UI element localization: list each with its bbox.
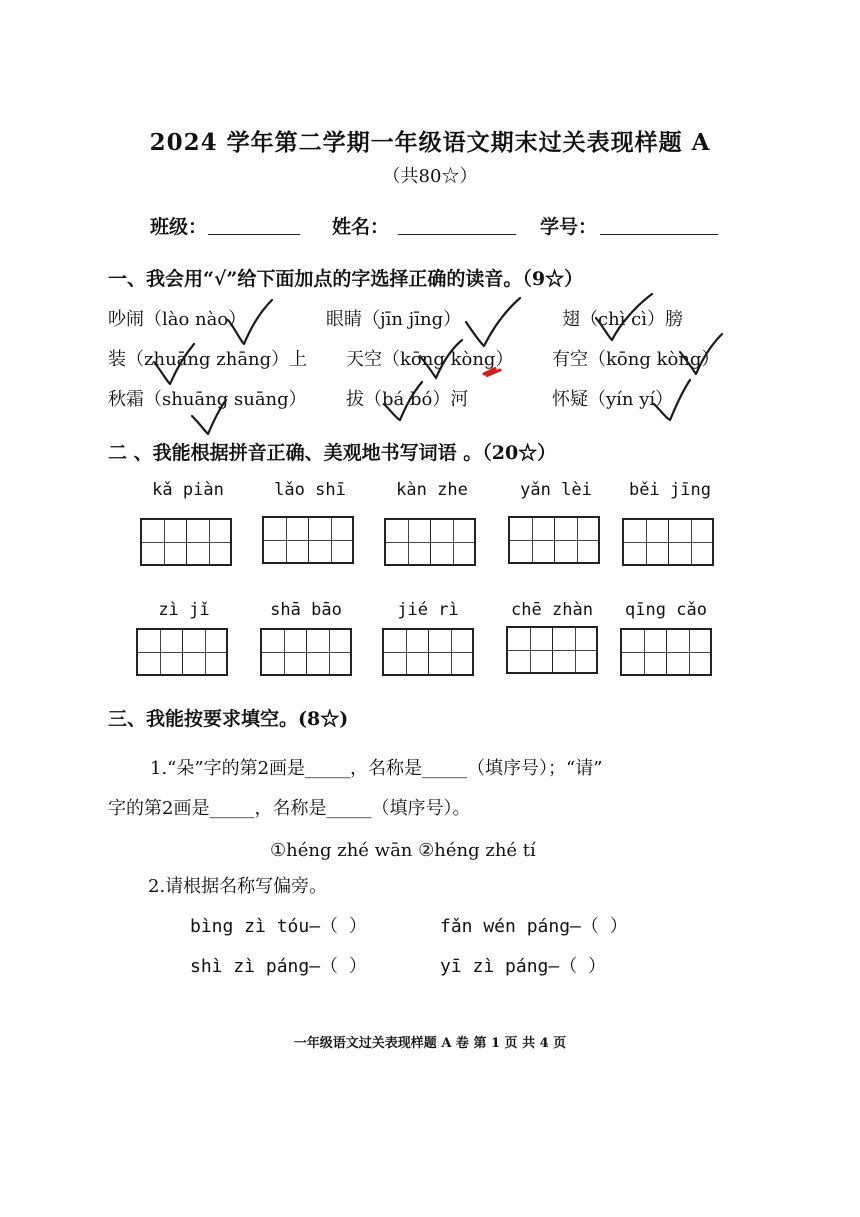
grid-cell[interactable] xyxy=(428,630,472,674)
radical-item[interactable]: yī zì páng—（ ） xyxy=(440,956,607,977)
grid-cell[interactable] xyxy=(264,518,308,562)
radical-item[interactable]: shì zì páng—（ ） xyxy=(190,956,367,977)
pinyin-label: shā bāo xyxy=(270,600,342,620)
q1-item[interactable]: 拔（bá bó）河 xyxy=(346,389,469,410)
pinyin-label: qīng cǎo xyxy=(625,600,707,620)
grid-cell[interactable] xyxy=(182,630,226,674)
page-title: 2024 学年第二学期一年级语文期末过关表现样题 A xyxy=(149,129,711,156)
stroke-options: ①héng zhé wān ②héng zhé tí xyxy=(270,840,536,861)
q3-1-line2[interactable]: 字的第2画是_____，名称是_____（填序号）。 xyxy=(108,798,471,819)
pinyin-label: yǎn lèi xyxy=(520,480,592,500)
name-label: 姓名： xyxy=(332,216,390,238)
grid-cell[interactable] xyxy=(384,630,428,674)
q3-1-line1[interactable]: 1.“朵”字的第2画是_____，名称是_____（填序号）；“请” xyxy=(150,758,603,779)
pinyin-label: kǎ piàn xyxy=(152,480,224,500)
radical-item[interactable]: fǎn wén páng—（ ） xyxy=(440,916,628,937)
student-id-field[interactable] xyxy=(600,234,718,235)
writing-grid[interactable] xyxy=(508,516,600,564)
radical-item[interactable]: bìng zì tóu—（ ） xyxy=(190,916,367,937)
pinyin-label: zì jǐ xyxy=(158,600,210,620)
grid-cell[interactable] xyxy=(668,520,712,564)
grid-cell[interactable] xyxy=(430,520,474,564)
writing-grid[interactable] xyxy=(382,628,474,676)
pinyin-label: běi jīng xyxy=(629,480,711,500)
section1-heading: 一、我会用“√”给下面加点的字选择正确的读音。（9☆） xyxy=(108,268,584,290)
q1-item[interactable]: 眼睛（jīn jīng） xyxy=(326,309,462,330)
q1-item[interactable]: 翅（chì cì）膀 xyxy=(562,309,683,330)
writing-grid[interactable] xyxy=(140,518,232,566)
grid-cell[interactable] xyxy=(624,520,668,564)
name-field[interactable] xyxy=(398,234,516,235)
grid-cell[interactable] xyxy=(622,630,666,674)
grid-cell[interactable] xyxy=(142,520,186,564)
pinyin-label: kàn zhe xyxy=(396,480,468,500)
grid-cell[interactable] xyxy=(510,518,554,562)
pinyin-label: chē zhàn xyxy=(511,600,593,620)
page-footer: 一年级语文过关表现样题 A 卷 第 1 页 共 4 页 xyxy=(293,1036,567,1051)
grid-cell[interactable] xyxy=(308,518,352,562)
writing-grid[interactable] xyxy=(260,628,352,676)
writing-grid[interactable] xyxy=(622,518,714,566)
grid-cell[interactable] xyxy=(262,630,306,674)
writing-grid[interactable] xyxy=(506,626,598,674)
grid-cell[interactable] xyxy=(508,628,552,672)
q1-item[interactable]: 有空（kōng kòng） xyxy=(552,349,720,370)
section2-heading: 二 、我能根据拼音正确、美观地书写词语 。（20☆） xyxy=(108,442,557,464)
q1-item[interactable]: 吵闹（lào nào） xyxy=(108,309,247,330)
check-mark xyxy=(466,298,520,346)
class-label: 班级： xyxy=(150,216,208,238)
q1-item[interactable]: 怀疑（yín yí） xyxy=(552,389,674,410)
grid-cell[interactable] xyxy=(552,628,596,672)
writing-grid[interactable] xyxy=(384,518,476,566)
section3-heading: 三、我能按要求填空。(8☆) xyxy=(108,708,349,730)
grid-cell[interactable] xyxy=(554,518,598,562)
grid-cell[interactable] xyxy=(138,630,182,674)
grid-cell[interactable] xyxy=(186,520,230,564)
page-subtitle: （共80☆） xyxy=(382,166,478,187)
writing-grid[interactable] xyxy=(262,516,354,564)
student-id-label: 学号： xyxy=(540,216,598,238)
q1-item[interactable]: 装（zhuāng zhāng）上 xyxy=(108,349,308,370)
q1-item[interactable]: 天空（kōng kòng） xyxy=(346,349,514,370)
q1-item[interactable]: 秋霜（shuāng suāng） xyxy=(108,389,307,410)
q3-2-heading: 2.请根据名称写偏旁。 xyxy=(148,876,328,897)
grid-cell[interactable] xyxy=(386,520,430,564)
grid-cell[interactable] xyxy=(666,630,710,674)
writing-grid[interactable] xyxy=(620,628,712,676)
pinyin-label: jié rì xyxy=(397,600,459,620)
grid-cell[interactable] xyxy=(306,630,350,674)
class-field[interactable] xyxy=(208,234,300,235)
writing-grid[interactable] xyxy=(136,628,228,676)
pinyin-label: lǎo shī xyxy=(274,480,346,500)
